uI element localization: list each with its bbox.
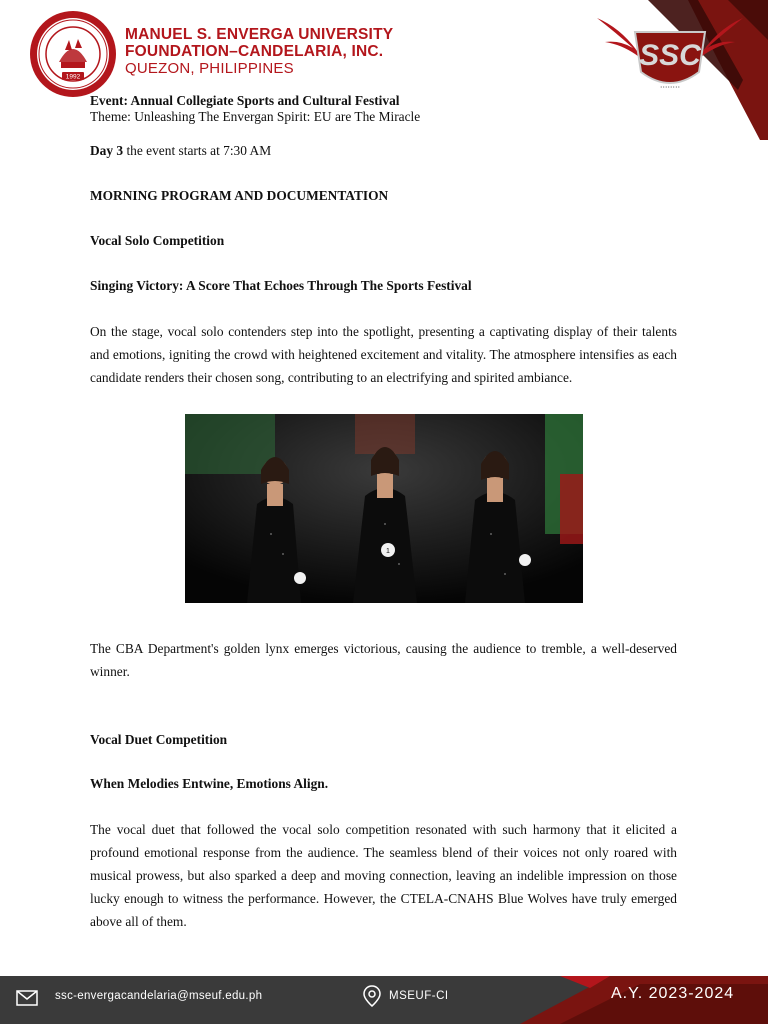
- day-label: Day 3: [90, 143, 124, 158]
- duet-subheading: When Melodies Entwine, Emotions Align.: [90, 776, 329, 791]
- location-pin-icon: [362, 985, 382, 1007]
- university-name-block: [125, 26, 393, 77]
- seal-year: 1992: [65, 73, 81, 81]
- duet-paragraph: The vocal duet that followed the vocal solo competition resonated with such harmony that it elicited a profound emotional response from the audience. The seamless blend of their voices not only roared with musical prowess, but also sparked a deep and moving connection, leaving an indelible impression on those lucky enough to witness the performance. However, the CTELA-CNAHS Blue Wolves have truly emerged above all of them.: [90, 822, 677, 929]
- ssc-winged-logo-icon: [595, 10, 745, 98]
- day-text: the event starts at 7:30 AM: [123, 143, 272, 158]
- event-theme: Theme: Unleashing The Envergan Spirit: EU are The Miracle: [90, 109, 421, 124]
- contestant-badge: 1: [386, 548, 390, 555]
- university-name-line1: MANUEL S. ENVERGA UNIVERSITY: [125, 26, 394, 43]
- solo-heading: Vocal Solo Competition: [90, 233, 225, 248]
- duet-heading: Vocal Duet Competition: [90, 732, 228, 747]
- svg-text:• • • • • • • •: • • • • • • • •: [660, 84, 680, 89]
- mail-icon: [16, 990, 38, 1006]
- footer-email[interactable]: ssc-envergacandelaria@mseuf.edu.ph: [55, 990, 263, 1002]
- svg-text:SSC: SSC: [639, 39, 701, 72]
- academic-year: A.Y. 2023-2024: [611, 985, 735, 1002]
- university-name-line2: FOUNDATION–CANDELARIA, INC.: [125, 43, 384, 60]
- university-seal-icon: [29, 10, 117, 98]
- solo-result-paragraph: The CBA Department's golden lynx emerges victorious, causing the audience to tremble, a well-deserved winner.: [90, 641, 677, 679]
- footer-location: MSEUF-CI: [389, 990, 449, 1002]
- event-day-line: [90, 143, 271, 159]
- performers-photo: [185, 414, 583, 603]
- solo-subheading: Singing Victory: A Score That Echoes Through The Sports Festival: [90, 278, 472, 293]
- university-location: QUEZON, PHILIPPINES: [125, 60, 294, 77]
- solo-paragraph: On the stage, vocal solo contenders step into the spotlight, presenting a captivating display of their talents and emotions, igniting the crowd with heightened excitement and vitality. The atmosphere intensifies as each candidate renders their chosen song, contributing to an electrifying and spirited ambiance.: [90, 324, 677, 385]
- event-title: Event: Annual Collegiate Sports and Cultural Festival: [90, 93, 400, 108]
- program-heading: MORNING PROGRAM AND DOCUMENTATION: [90, 188, 389, 203]
